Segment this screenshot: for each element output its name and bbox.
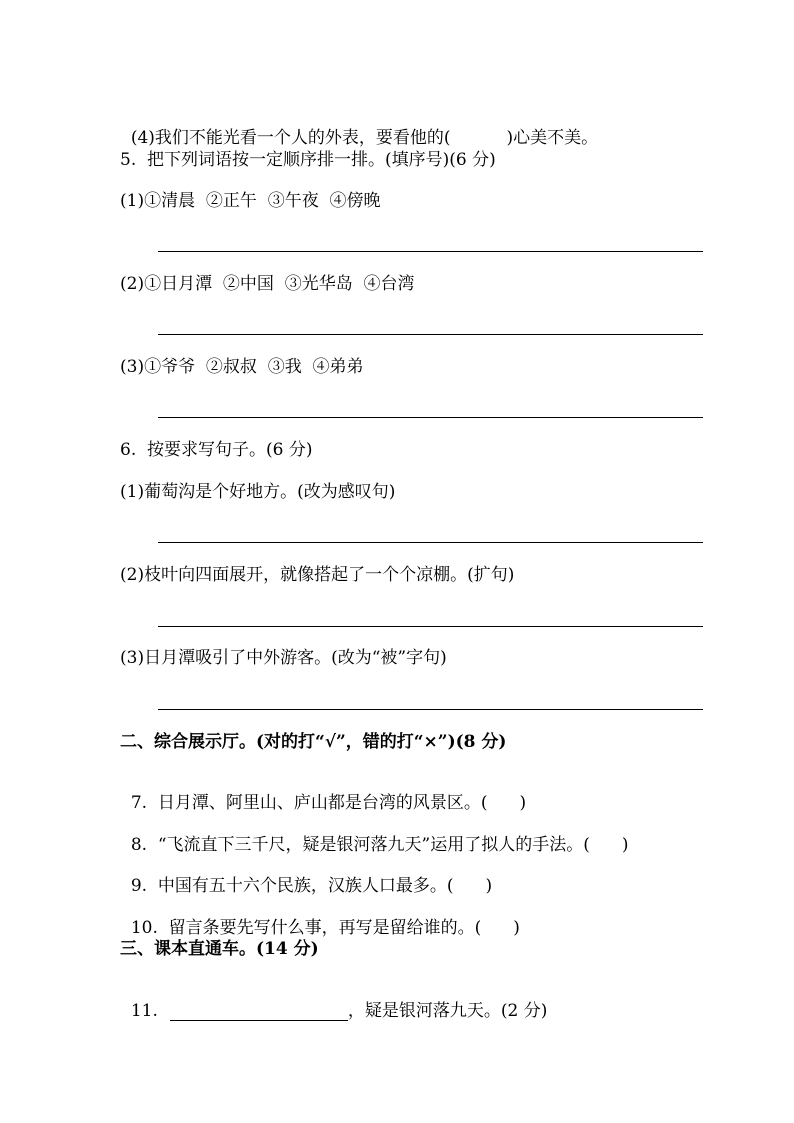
q7 <box>120 773 526 813</box>
q10 <box>120 898 520 938</box>
q5-item-2: (2)①日月潭 ②中国 ③光华岛 ④台湾 <box>120 274 415 294</box>
q10-text: 10. 留言条要先写什么事，再写是留给谁的。( <box>130 918 482 938</box>
q5-item-1: (1)①清晨 ②正午 ③午夜 ④傍晚 <box>120 191 381 211</box>
q7-text: 7. 日月潭、阿里山、庐山都是台湾的风景区。( <box>130 793 488 813</box>
q4-item4 <box>120 108 598 148</box>
q5-title: 5. 把下列词语按一定顺序排一排。(填序号)(6 分) <box>120 150 496 170</box>
q6-item-2-answer-line[interactable] <box>158 626 703 627</box>
q6-item-2: (2)枝叶向四面展开，就像搭起了一个个凉棚。(扩句) <box>120 565 515 585</box>
q9-text: 9. 中国有五十六个民族，汉族人口最多。( <box>130 876 454 896</box>
q8-text: 8. “飞流直下三千尺，疑是银河落九天”运用了拟人的手法。( <box>130 835 590 855</box>
q4-item4-after: )心美不美。 <box>506 128 599 148</box>
q11-fill-blank[interactable] <box>170 1002 348 1021</box>
q4-item4-before: (4)我们不能光看一个人的外表，要看他的( <box>130 128 451 148</box>
q6-item-1-answer-line[interactable] <box>158 542 703 543</box>
q11-text: ，疑是银河落九天。(2 分) <box>347 1001 548 1021</box>
section3-title: 三、课本直通车。(14 分) <box>120 939 319 959</box>
q8 <box>120 815 629 855</box>
q11-number: 11. <box>130 1001 158 1021</box>
q10-close: ) <box>513 918 520 938</box>
q5-item-1-answer-line[interactable] <box>158 251 703 252</box>
q5-item-3: (3)①爷爷 ②叔叔 ③我 ④弟弟 <box>120 357 364 377</box>
q6-item-3-answer-line[interactable] <box>158 709 703 710</box>
q8-close: ) <box>621 835 629 855</box>
q5-item-2-answer-line[interactable] <box>158 334 703 335</box>
q6-title: 6. 按要求写句子。(6 分) <box>120 440 313 460</box>
q5-item-3-answer-line[interactable] <box>158 417 703 418</box>
q9 <box>120 856 492 896</box>
q6-item-1: (1)葡萄沟是个好地方。(改为感叹句) <box>120 482 396 502</box>
q11 <box>120 981 547 1021</box>
q9-close: ) <box>485 876 493 896</box>
q6-item-3: (3)日月潭吸引了中外游客。(改为“被”字句) <box>120 648 447 668</box>
section2-title: 二、综合展示厅。(对的打“√”，错的打“×”)(8 分) <box>120 732 507 752</box>
q7-close: ) <box>519 793 527 813</box>
